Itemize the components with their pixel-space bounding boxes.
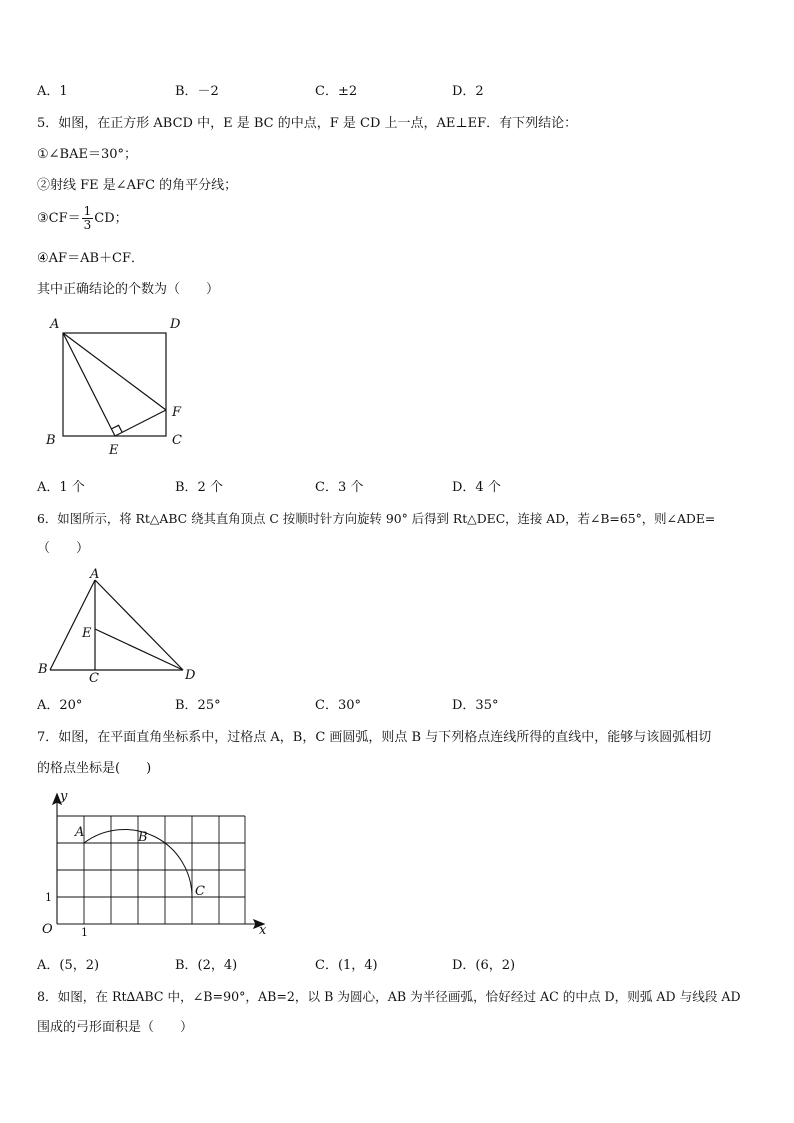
q6-option-d[interactable]: D．35° xyxy=(452,698,499,713)
label-b: B xyxy=(46,433,56,448)
q4-option-a[interactable]: A．1 xyxy=(37,84,68,99)
q5-option-c[interactable]: C．3 个 xyxy=(315,480,364,495)
segment-ae xyxy=(63,333,115,436)
q6-stem: 6．如图所示，将 Rt△ABC 绕其直角顶点 C 按顺时针方向旋转 90° 后得到 Rt△DEC，连接 AD，若∠B=65°，则∠ADE= xyxy=(37,511,716,526)
fraction-denominator: 3 xyxy=(83,218,92,232)
label-a: A xyxy=(50,317,60,332)
q5-options xyxy=(37,480,757,496)
segment-ed xyxy=(95,629,183,670)
q7-option-c[interactable]: C．(1，4) xyxy=(315,958,378,973)
square-abcd xyxy=(63,333,166,436)
q5-option-a[interactable]: A．1 个 xyxy=(37,480,85,495)
q5-conclusion-1: ①∠BAE＝30°； xyxy=(37,147,138,162)
q8-stem-2: 围成的弓形面积是（ ） xyxy=(37,1020,194,1035)
q5-c3-prefix: ③CF＝ xyxy=(37,211,81,226)
q5-conclusion-2: ②射线 FE 是∠AFC 的角平分线； xyxy=(37,178,238,193)
label-d: D xyxy=(170,317,181,332)
q7-option-b[interactable]: B．(2，4) xyxy=(175,958,238,973)
label-c: C xyxy=(172,433,182,448)
tick-label-x-1: 1 xyxy=(81,926,88,939)
label-d: D xyxy=(185,668,196,683)
label-a: A xyxy=(90,567,100,582)
q7-option-d[interactable]: D．(6，2) xyxy=(452,958,516,973)
q5-conclusion-3 xyxy=(37,204,128,234)
fraction-numerator: 1 xyxy=(83,204,92,218)
label-e: E xyxy=(109,443,119,458)
q5-stem: 5．如图，在正方形 ABCD 中，E 是 BC 的中点，F 是 CD 上一点，AE⊥EF．有下列结论： xyxy=(37,116,578,131)
label-x: x xyxy=(259,923,267,938)
q7-figure xyxy=(30,788,280,943)
q6-option-b[interactable]: B．25° xyxy=(175,698,221,713)
q5-c3-suffix: CD； xyxy=(94,211,128,226)
q6-options xyxy=(37,698,757,714)
label-b: B xyxy=(138,830,148,845)
label-o: O xyxy=(42,922,53,937)
q5-figure xyxy=(40,310,200,460)
label-e: E xyxy=(82,626,92,641)
q6-paren: （ ） xyxy=(37,541,90,556)
segment-ab xyxy=(50,580,95,670)
label-y: y xyxy=(60,789,68,804)
q6-option-c[interactable]: C．30° xyxy=(315,698,361,713)
q6-option-a[interactable]: A．20° xyxy=(37,698,83,713)
label-a: A xyxy=(75,825,85,840)
q7-option-a[interactable]: A．(5，2) xyxy=(37,958,100,973)
fraction-one-third xyxy=(82,205,94,232)
q5-option-b[interactable]: B．2 个 xyxy=(175,480,223,495)
segment-ad xyxy=(95,580,183,670)
label-f: F xyxy=(172,405,182,420)
q4-options xyxy=(37,84,757,100)
q4-option-b[interactable]: B．－2 xyxy=(175,84,219,99)
tick-label-y-1: 1 xyxy=(45,891,52,904)
label-c: C xyxy=(89,671,99,686)
q5-conclusion-4: ④AF＝AB＋CF． xyxy=(37,251,144,266)
grid xyxy=(57,816,245,924)
q5-question: 其中正确结论的个数为（ ） xyxy=(37,282,220,297)
q4-option-c[interactable]: C．±2 xyxy=(315,84,358,99)
label-b: B xyxy=(38,662,48,677)
q6-figure xyxy=(30,565,205,685)
q7-stem: 7．如图，在平面直角坐标系中，过格点 A，B，C 画圆弧，则点 B 与下列格点连线所得的直线中，能够与该圆弧相切 xyxy=(37,730,712,745)
q7-stem-2: 的格点坐标是( ) xyxy=(37,761,152,776)
segment-af xyxy=(63,333,166,410)
q8-stem: 8．如图，在 Rt∆ABC 中，∠B=90°，AB=2，以 B 为圆心，AB 为半径画弧，恰好经过 AC 的中点 D，则弧 AD 与线段 AD xyxy=(37,989,741,1004)
label-c: C xyxy=(195,884,205,899)
q5-option-d[interactable]: D．4 个 xyxy=(452,480,501,495)
q4-option-d[interactable]: D．2 xyxy=(452,84,484,99)
q7-options xyxy=(37,958,757,974)
